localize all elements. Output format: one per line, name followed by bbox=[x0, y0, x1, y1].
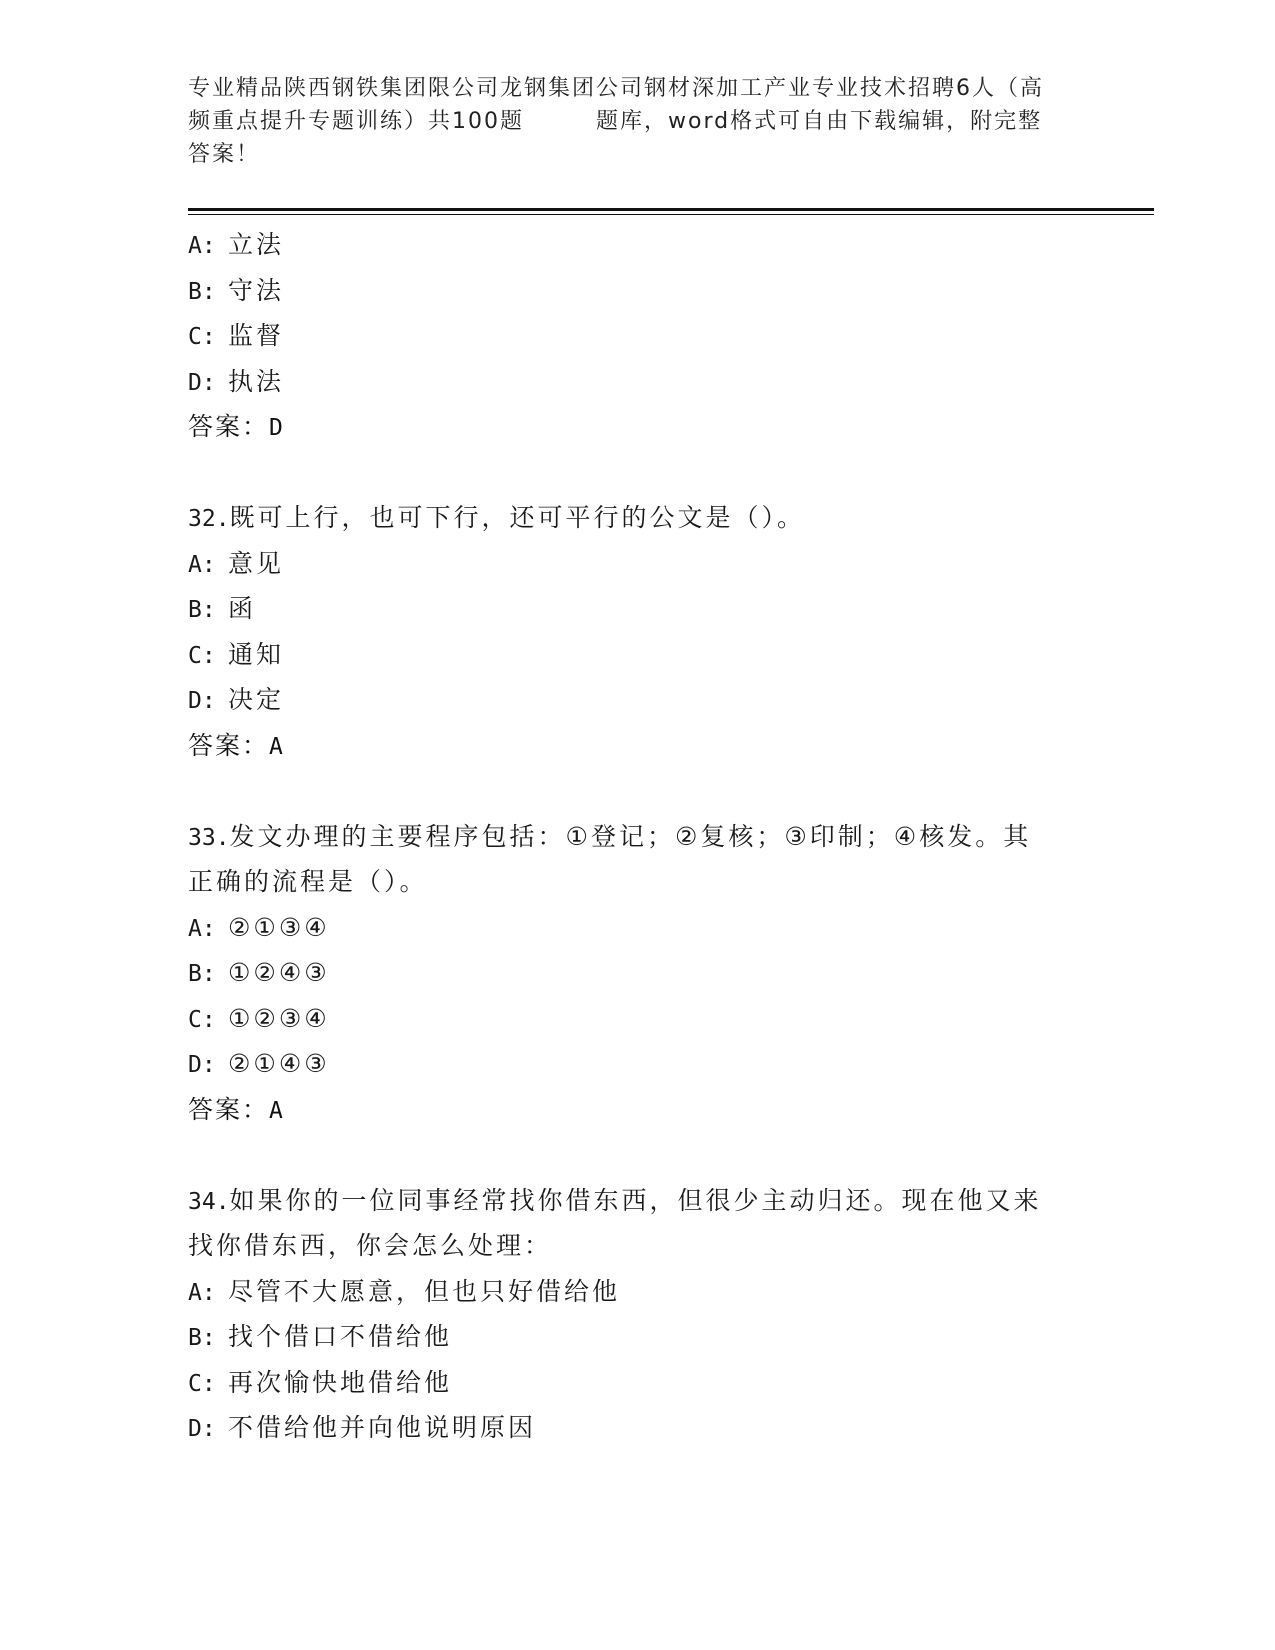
answer-line bbox=[188, 1087, 1088, 1133]
option-d bbox=[188, 677, 1088, 723]
option-text: 再次愉快地借给他 bbox=[228, 1367, 453, 1397]
option-text: 尽管不大愿意，但也只好借给他 bbox=[228, 1276, 621, 1306]
option-letter: D: bbox=[188, 1416, 216, 1442]
question-number: 32. bbox=[188, 506, 230, 532]
option-d bbox=[188, 1405, 1088, 1451]
option-letter: D: bbox=[188, 688, 216, 714]
option-text: ②①③④ bbox=[228, 912, 330, 942]
question-text: 既可上行，也可下行，还可平行的公文是（）。 bbox=[229, 503, 806, 532]
question-32 bbox=[188, 495, 1088, 768]
option-b bbox=[188, 1314, 1088, 1360]
answer-line bbox=[188, 723, 1088, 769]
question-stem-line-2: 正确的流程是（）。 bbox=[188, 867, 428, 896]
option-a bbox=[188, 222, 1088, 268]
option-c bbox=[188, 1360, 1088, 1406]
option-letter: B: bbox=[188, 961, 216, 987]
option-b bbox=[188, 268, 1088, 314]
option-b bbox=[188, 586, 1088, 632]
option-letter: A: bbox=[188, 551, 216, 578]
question-text: 发文办理的主要程序包括：①登记；②复核；③印制；④核发。其 bbox=[229, 821, 1032, 851]
spacer bbox=[188, 1132, 1088, 1178]
option-c bbox=[188, 632, 1088, 678]
question-stem-line-1 bbox=[188, 814, 1088, 860]
spacer bbox=[188, 768, 1088, 814]
question-34 bbox=[188, 1178, 1088, 1451]
question-text: 如果你的一位同事经常找你借东西，但很少主动归还。现在他又来 bbox=[229, 1185, 1042, 1215]
option-letter: B: bbox=[188, 597, 216, 623]
option-text: 监督 bbox=[228, 321, 285, 350]
question-33 bbox=[188, 814, 1088, 1133]
question-stem bbox=[188, 495, 1088, 541]
option-text: 通知 bbox=[228, 639, 285, 669]
answer-value: A bbox=[269, 1097, 285, 1124]
option-d bbox=[188, 359, 1088, 405]
option-d bbox=[188, 1041, 1088, 1087]
answer-line bbox=[188, 404, 1088, 450]
option-c bbox=[188, 313, 1088, 359]
option-text: 找个借口不借给他 bbox=[228, 1322, 453, 1351]
question-stem-line-2: 找你借东西，你会怎么处理： bbox=[188, 1231, 553, 1260]
option-text: ②①④③ bbox=[228, 1049, 330, 1078]
spacer bbox=[188, 450, 1088, 496]
option-letter: A: bbox=[188, 233, 216, 259]
option-a bbox=[188, 905, 1088, 951]
option-text: 执法 bbox=[228, 366, 285, 396]
option-letter: A: bbox=[188, 915, 216, 942]
option-text: 意见 bbox=[228, 548, 285, 578]
option-c bbox=[188, 996, 1088, 1042]
option-text: 不借给他并向他说明原因 bbox=[228, 1413, 537, 1442]
option-letter: B: bbox=[188, 278, 216, 305]
option-text: 立法 bbox=[228, 230, 285, 259]
option-letter: C: bbox=[188, 642, 216, 669]
question-31 bbox=[188, 222, 1088, 450]
answer-value: D bbox=[269, 415, 285, 441]
answer-value: A bbox=[269, 733, 285, 760]
option-a bbox=[188, 1269, 1088, 1315]
option-letter: D: bbox=[188, 1052, 216, 1078]
answer-label: 答案： bbox=[188, 730, 270, 760]
option-letter: B: bbox=[188, 1325, 216, 1351]
question-stem-line-1 bbox=[188, 1178, 1088, 1224]
question-number: 34. bbox=[188, 1188, 230, 1215]
answer-label: 答案： bbox=[188, 412, 270, 441]
option-letter: D: bbox=[188, 369, 216, 396]
header-line-2: 频重点提升专题训练）共100题 题库，word格式可自由下载编辑，附完整 bbox=[188, 109, 1043, 134]
option-letter: C: bbox=[188, 324, 216, 350]
option-letter: A: bbox=[188, 1279, 216, 1306]
header-line-1: 专业精品陕西钢铁集团限公司龙钢集团公司钢材深加工产业专业技术招聘6人（高 bbox=[188, 76, 1044, 101]
option-text: ①②③④ bbox=[228, 1003, 330, 1033]
option-a bbox=[188, 541, 1088, 587]
option-letter: C: bbox=[188, 1370, 216, 1397]
option-b bbox=[188, 950, 1088, 996]
answer-label: 答案： bbox=[188, 1094, 270, 1124]
option-text: 函 bbox=[228, 594, 257, 623]
option-letter: C: bbox=[188, 1006, 216, 1033]
option-text: 决定 bbox=[228, 685, 285, 714]
header-divider-thick bbox=[188, 208, 1154, 211]
header-line-3: 答案！ bbox=[188, 142, 261, 167]
question-number: 33. bbox=[188, 824, 230, 851]
header-divider-thin bbox=[188, 214, 1154, 215]
question-list bbox=[188, 222, 1088, 1451]
document-header bbox=[188, 72, 1088, 171]
option-text: 守法 bbox=[228, 275, 285, 305]
option-text: ①②④③ bbox=[228, 958, 330, 987]
